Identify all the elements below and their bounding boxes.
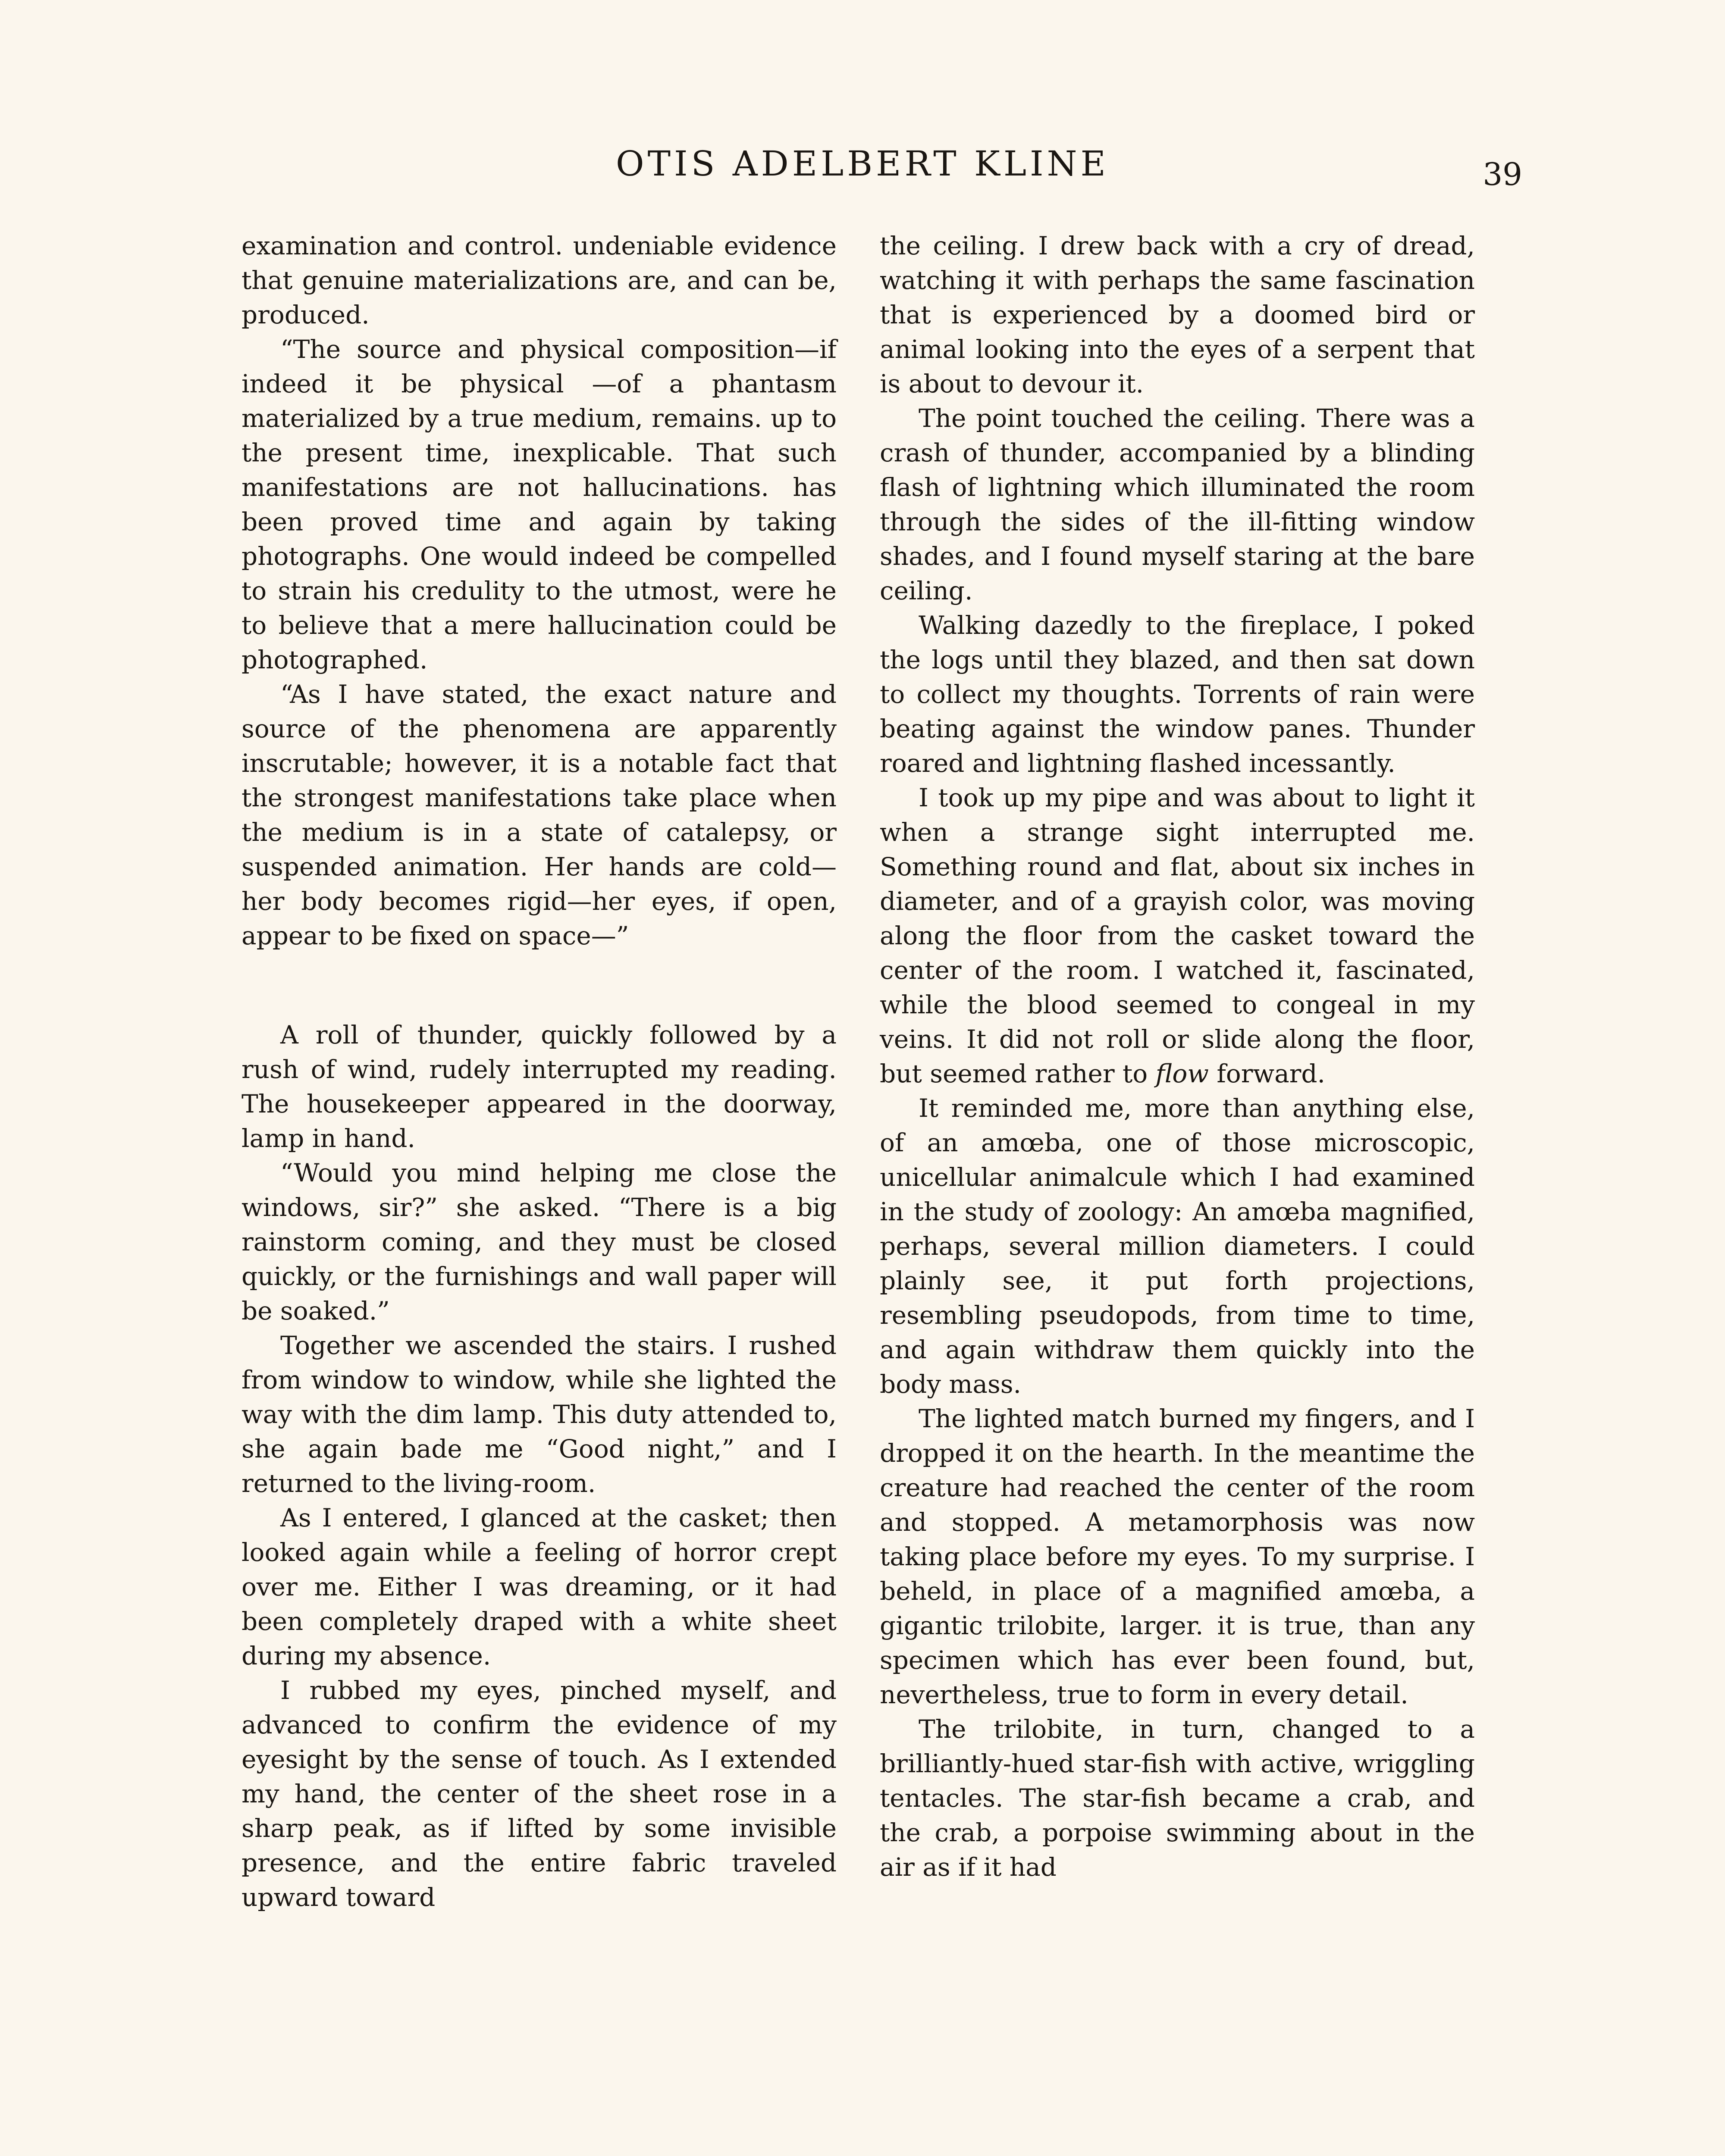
paragraph: The trilobite, in turn, changed to a brilliantly-hued star-fish with active, wriggling tentacles. The star-fish became a crab, and the crab, a porpoise swimming about in the air as if it had xyxy=(880,1714,1475,1882)
text-column-right xyxy=(880,229,1475,1884)
paragraph: examination and control. undeniable evidence that genuine materializations are, and can be, produced. xyxy=(242,231,837,329)
paragraph: A roll of thunder, quickly followed by a rush of wind, rudely interrupted my reading. The housekeeper appeared in the doorway, lamp in hand. xyxy=(242,1020,837,1153)
paragraph: “Would you mind helping me close the windows, sir?” she asked. “There is a big rainstorm coming, and they must be closed quickly, or the furnishings and wall paper will be soaked.” xyxy=(242,1158,837,1326)
paragraph xyxy=(880,780,1475,1091)
paragraph: It reminded me, more than anything else, of an amœba, one of those microscopic, unicellular animalcule which I had examined in the study of zoology: An amœba magnified, perhaps, several million diameters. I could plainly see, it put forth projections, resembling pseudopods, from time to time, and again withdraw them quickly into the body mass. xyxy=(880,1094,1475,1399)
section-break xyxy=(242,953,837,1018)
paragraph: Together we ascended the stairs. I rushed from window to window, while she lighted the way with the dim lamp. This duty attended to, she again bade me “Good night,” and I returned to the living-room. xyxy=(242,1331,837,1498)
paragraph-text: I took up my pipe and was about to light it when a strange sight interrupted me. Something round and flat, about six inches in diameter, and of a grayish color, was moving along the floor from the casket toward the center of the room. I watched it, fascinated, while the blood seemed to congeal in my veins. It did not roll or slide along the floor, but seemed rather to xyxy=(880,783,1475,1088)
paragraph: As I entered, I glanced at the casket; then looked again while a feeling of horror crept over me. Either I was dreaming, or it had been completely draped with a white sheet during my absence. xyxy=(242,1503,837,1670)
paragraph-text: forward. xyxy=(1208,1059,1325,1088)
paragraph: “As I have stated, the exact nature and source of the phenomena are apparently inscrutable; however, it is a notable fact that the strongest manifestations take place when the medium is in a state of catalepsy, or suspended animation. Her hands are cold—her body becomes rigid—her eyes, if open, appear to be fixed on space—” xyxy=(242,680,837,950)
page-title: OTIS ADELBERT KLINE xyxy=(616,144,1109,184)
paragraph: the ceiling. I drew back with a cry of dread, watching it with perhaps the same fascination that is experienced by a doomed bird or animal looking into the eyes of a serpent that is about to devour it. xyxy=(880,231,1475,398)
paragraph: I rubbed my eyes, pinched myself, and advanced to confirm the evidence of my eyesight by the sense of touch. As I extended my hand, the center of the sheet rose in a sharp peak, as if lifted by some invisible presence, and the entire fabric traveled upward toward xyxy=(242,1676,837,1912)
italic-word: flow xyxy=(1155,1059,1209,1088)
page-number: 39 xyxy=(1483,156,1522,192)
paragraph: “The source and physical composition—if indeed it be physical —of a phantasm materialized by a true medium, remains. up to the present time, inexplicable. That such manifestations are not hallucinations. has been proved time and again by taking photographs. One would indeed be compelled to strain his credulity to the utmost, were he to believe that a mere hallucination could be photographed. xyxy=(242,335,837,674)
paragraph: The point touched the ceiling. There was a crash of thunder, accompanied by a blinding flash of lightning which illuminated the room through the sides of the ill-fitting window shades, and I found myself staring at the bare ceiling. xyxy=(880,404,1475,605)
text-column-left xyxy=(242,229,837,1915)
paragraph: The lighted match burned my fingers, and I dropped it on the hearth. In the meantime the creature had reached the center of the room and stopped. A metamorphosis was now taking place before my eyes. To my surprise. I beheld, in place of a magnified amœba, a gigantic trilobite, larger. it is true, than any specimen which has ever been found, but, nevertheless, true to form in every detail. xyxy=(880,1404,1475,1709)
paragraph: Walking dazedly to the fireplace, I poked the logs until they blazed, and then sat down to collect my thoughts. Torrents of rain were beating against the window panes. Thunder roared and lightning flashed incessantly. xyxy=(880,611,1475,778)
